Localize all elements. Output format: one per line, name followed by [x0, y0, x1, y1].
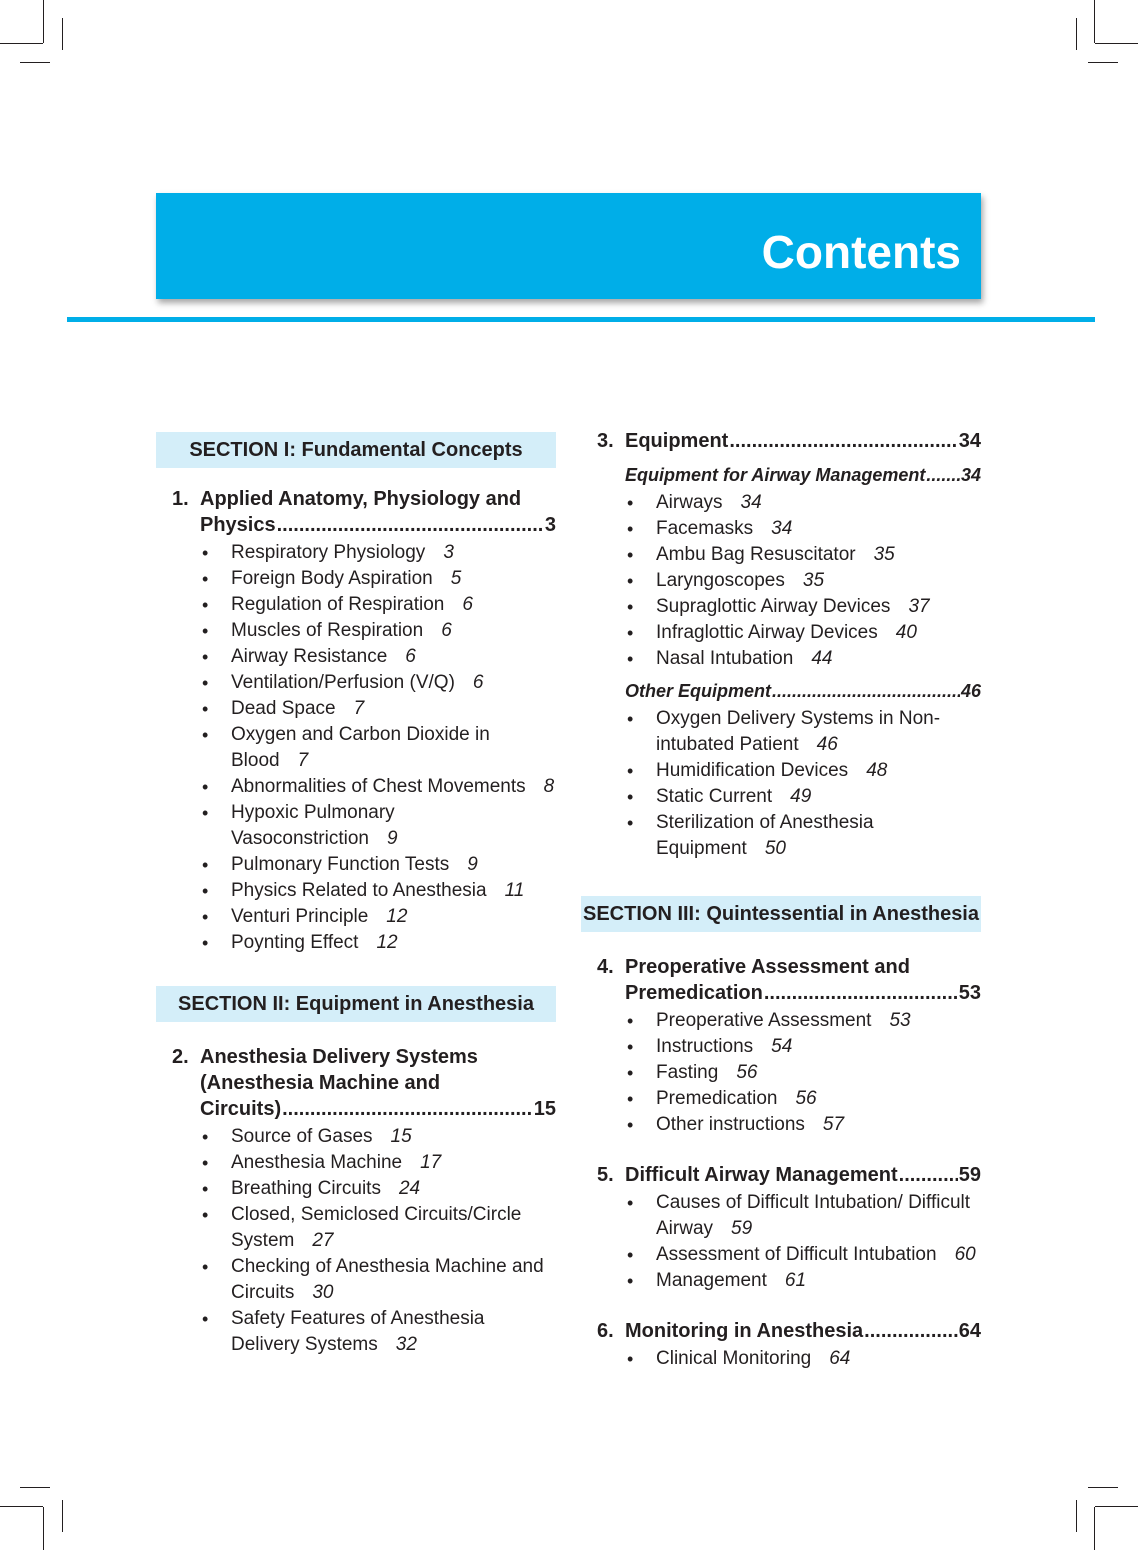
header-rule	[67, 317, 1095, 322]
toc-item[interactable]	[200, 540, 556, 566]
chapter-title-leader[interactable]	[625, 428, 981, 454]
section-heading: SECTION III: Quintessential in Anesthesia	[581, 896, 981, 932]
toc-item[interactable]	[200, 930, 556, 956]
toc-item-page: 7	[297, 750, 309, 771]
toc-item[interactable]	[625, 1086, 981, 1112]
toc-item-page: 48	[866, 760, 888, 781]
toc-item-title: Static Current	[656, 786, 773, 807]
chapter-2	[172, 1044, 556, 1358]
toc-item-title: Source of Gases	[231, 1126, 373, 1147]
toc-item-page: 6	[462, 594, 473, 615]
toc-item-title: Premedication	[656, 1088, 778, 1109]
toc-item-page: 61	[784, 1270, 807, 1291]
toc-item-title: Anesthesia Machine	[231, 1152, 403, 1173]
toc-item-title: Regulation of Respiration	[231, 594, 445, 615]
toc-item-title: Safety Features of Anesthesia Delivery Systems	[231, 1308, 485, 1355]
chapter-title[interactable]: (Anesthesia Machine and	[200, 1072, 441, 1094]
chapter-title: Equipment	[625, 430, 729, 452]
toc-item[interactable]	[625, 1190, 981, 1242]
crop-mark	[1095, 1506, 1138, 1507]
crop-mark	[0, 1506, 43, 1507]
toc-item[interactable]	[625, 1268, 981, 1294]
toc-item[interactable]	[625, 542, 981, 568]
chapter-number: 2.	[172, 1046, 189, 1068]
chapter-number: 4.	[597, 956, 614, 978]
toc-item-title: Foreign Body Aspiration	[231, 568, 433, 589]
topic-list	[625, 1190, 981, 1294]
subsection-title: Equipment for Airway Management	[625, 465, 926, 485]
toc-item[interactable]	[200, 1150, 556, 1176]
toc-item[interactable]	[200, 800, 556, 852]
toc-item-page: 9	[467, 854, 478, 875]
toc-item-title: Infraglottic Airway Devices	[656, 622, 878, 643]
chapter-title-leader[interactable]	[200, 512, 556, 538]
toc-item[interactable]	[625, 784, 981, 810]
crop-mark	[20, 1487, 50, 1488]
toc-item[interactable]	[625, 810, 981, 862]
toc-item-page: 11	[504, 880, 525, 901]
dot-leader	[899, 1162, 958, 1188]
toc-item-title: Physics Related to Anesthesia	[231, 880, 487, 901]
toc-item-page: 57	[822, 1114, 845, 1135]
toc-item-page: 8	[543, 776, 555, 797]
toc-item-title: Fasting	[656, 1062, 719, 1083]
toc-item-title: Venturi Principle	[231, 906, 369, 927]
chapter-number: 5.	[597, 1164, 614, 1186]
crop-mark	[1076, 1500, 1077, 1532]
chapter-page: 34	[958, 430, 981, 452]
toc-item[interactable]	[625, 620, 981, 646]
chapter-title[interactable]: Anesthesia Delivery Systems	[200, 1046, 478, 1068]
toc-item-title: Humidification Devices	[656, 760, 849, 781]
toc-item-page: 35	[802, 570, 825, 591]
dot-leader	[864, 1318, 958, 1344]
chapter-title: Difficult Airway Management	[625, 1164, 898, 1186]
chapter-title: Monitoring in Anesthesia	[625, 1320, 864, 1342]
toc-item[interactable]	[200, 774, 556, 800]
subsection-leader[interactable]	[625, 462, 981, 488]
crop-mark	[1095, 43, 1138, 44]
toc-item-title: Nasal Intubation	[656, 648, 794, 669]
topic-list	[200, 540, 556, 956]
toc-item-page: 12	[376, 932, 398, 953]
crop-mark	[1088, 62, 1118, 63]
toc-item-page: 34	[771, 518, 793, 539]
chapter-page: 64	[958, 1320, 981, 1342]
toc-item-page: 50	[764, 838, 786, 859]
toc-item-title: Assessment of Difficult Intubation	[656, 1244, 937, 1265]
subsection-page: 34	[960, 465, 981, 485]
toc-item[interactable]	[200, 566, 556, 592]
toc-item-page: 6	[441, 620, 452, 641]
toc-item-page: 49	[790, 786, 812, 807]
crop-mark	[1076, 18, 1077, 50]
toc-item-title: Breathing Circuits	[231, 1178, 381, 1199]
chapter-number: 3.	[597, 430, 614, 452]
toc-item-title: Abnormalities of Chest Movements	[231, 776, 526, 797]
toc-item-page: 59	[731, 1218, 753, 1239]
toc-item-title: Closed, Semiclosed Circuits/Circle System	[231, 1204, 522, 1251]
toc-item[interactable]	[200, 878, 556, 904]
toc-item[interactable]	[625, 1034, 981, 1060]
crop-mark	[43, 0, 44, 43]
toc-item-title: Causes of Difficult Intubation/ Difficult Airway	[656, 1192, 971, 1239]
subsection-title: Other Equipment	[625, 681, 772, 701]
dot-leader	[729, 428, 957, 454]
right-column	[581, 420, 981, 1372]
toc-item[interactable]	[625, 490, 981, 516]
chapter-1	[172, 486, 556, 956]
toc-item[interactable]	[625, 1060, 981, 1086]
toc-item[interactable]	[200, 1124, 556, 1150]
chapter-5	[597, 1162, 981, 1294]
toc-item-title: Respiratory Physiology	[231, 542, 426, 563]
toc-item-title: Management	[656, 1270, 767, 1291]
toc-item-title: Hypoxic Pulmonary Vasoconstriction	[231, 802, 395, 849]
toc-item[interactable]	[200, 1254, 556, 1306]
toc-item-page: 24	[398, 1178, 421, 1199]
toc-item-page: 54	[771, 1036, 793, 1057]
chapter-title-leader[interactable]	[625, 1162, 981, 1188]
toc-item[interactable]	[200, 904, 556, 930]
crop-mark	[62, 18, 63, 50]
toc-item-page: 34	[740, 492, 762, 513]
chapter-title: Physics	[200, 514, 276, 536]
crop-mark	[1094, 0, 1095, 43]
toc-item[interactable]	[625, 1112, 981, 1138]
toc-item[interactable]	[200, 1202, 556, 1254]
toc-item-title: Preoperative Assessment	[656, 1010, 872, 1031]
toc-item-page: 53	[889, 1010, 911, 1031]
chapter-6	[597, 1318, 981, 1372]
toc-item-title: Supraglottic Airway Devices	[656, 596, 891, 617]
toc-item[interactable]	[200, 696, 556, 722]
topic-list	[200, 1124, 556, 1358]
topic-list	[625, 1346, 981, 1372]
chapter-page: 53	[958, 982, 981, 1004]
toc-item-page: 32	[395, 1334, 417, 1355]
toc-item-page: 40	[895, 622, 917, 643]
topic-list	[625, 1008, 981, 1138]
toc-item-title: Pulmonary Function Tests	[231, 854, 450, 875]
toc-item[interactable]	[625, 594, 981, 620]
toc-item[interactable]	[200, 722, 556, 774]
chapter-title: Premedication	[625, 982, 763, 1004]
toc-item[interactable]	[625, 646, 981, 672]
crop-mark	[1088, 1487, 1118, 1488]
contents-banner	[156, 193, 981, 299]
chapter-title-leader[interactable]	[625, 980, 981, 1006]
chapter-title[interactable]: Applied Anatomy, Physiology and	[200, 488, 522, 510]
toc-item[interactable]	[200, 852, 556, 878]
toc-item-title: Poynting Effect	[231, 932, 359, 953]
dot-leader	[764, 980, 958, 1006]
crop-mark	[0, 43, 43, 44]
toc-item-title: Muscles of Respiration	[231, 620, 424, 641]
toc-item-title: Airway Resistance	[231, 646, 388, 667]
toc-item-title: Ventilation/Perfusion (V/Q)	[231, 672, 455, 693]
toc-item[interactable]	[625, 516, 981, 542]
dot-leader	[277, 512, 544, 538]
chapter-page: 59	[958, 1164, 981, 1186]
chapter-title: Circuits)	[200, 1098, 282, 1120]
toc-item[interactable]	[200, 670, 556, 696]
dot-leader	[282, 1096, 533, 1122]
crop-mark	[43, 1507, 44, 1550]
toc-item-page: 27	[312, 1230, 334, 1251]
toc-item-page: 12	[386, 906, 408, 927]
toc-item-title: Oxygen and Carbon Dioxide in Blood	[231, 724, 490, 771]
toc-item-page: 15	[390, 1126, 412, 1147]
toc-item-page: 56	[736, 1062, 758, 1083]
toc-item-title: Instructions	[656, 1036, 754, 1057]
toc-item-page: 46	[816, 734, 838, 755]
chapter-4	[597, 954, 981, 1138]
toc-item-page: 17	[420, 1152, 442, 1173]
subsection-page: 46	[960, 681, 981, 701]
chapter-title-leader[interactable]	[200, 1096, 556, 1122]
toc-item-title: Ambu Bag Resuscitator	[656, 544, 856, 565]
chapter-page: 3	[544, 514, 556, 536]
toc-item-page: 6	[405, 646, 416, 667]
toc-item[interactable]	[200, 618, 556, 644]
toc-item-page: 60	[954, 1244, 976, 1265]
chapter-number: 6.	[597, 1320, 614, 1342]
crop-mark	[20, 62, 50, 63]
toc-item-page: 3	[443, 542, 454, 563]
toc-item-title: Dead Space	[231, 698, 336, 719]
toc-item-page: 44	[811, 648, 833, 669]
crop-mark	[1094, 1507, 1095, 1550]
toc-item[interactable]	[200, 592, 556, 618]
toc-item[interactable]	[200, 1306, 556, 1358]
toc-item-page: 6	[472, 672, 484, 693]
topic-list	[625, 706, 981, 862]
toc-item-page: 37	[908, 596, 930, 617]
chapter-page: 15	[533, 1098, 556, 1120]
toc-item[interactable]	[625, 706, 981, 758]
toc-item-page: 56	[795, 1088, 817, 1109]
toc-item-title: Facemasks	[656, 518, 754, 539]
toc-item-title: Airways	[656, 492, 723, 513]
toc-item-page: 9	[387, 828, 398, 849]
dot-leader	[772, 678, 960, 704]
toc-item-title: Clinical Monitoring	[656, 1348, 812, 1369]
toc-item[interactable]	[625, 1346, 981, 1372]
toc-item-page: 35	[873, 544, 895, 565]
toc-item[interactable]	[625, 1242, 981, 1268]
toc-item[interactable]	[200, 1176, 556, 1202]
subsection-leader[interactable]	[625, 678, 981, 704]
toc-item[interactable]	[625, 1008, 981, 1034]
dot-leader	[926, 462, 960, 488]
toc-item[interactable]	[625, 758, 981, 784]
toc-item-title: Other instructions	[656, 1114, 805, 1135]
page-title: Contents	[761, 226, 961, 278]
section-heading: SECTION I: Fundamental Concepts	[156, 432, 556, 468]
toc-item[interactable]	[200, 644, 556, 670]
chapter-title[interactable]: Preoperative Assessment and	[625, 956, 910, 978]
chapter-title-leader[interactable]	[625, 1318, 981, 1344]
toc-item-page: 5	[450, 568, 462, 589]
chapter-number: 1.	[172, 488, 189, 510]
crop-mark	[62, 1500, 63, 1532]
toc-item-page: 64	[829, 1348, 851, 1369]
chapter-3	[597, 428, 981, 862]
toc-item-title: Laryngoscopes	[656, 570, 785, 591]
section-heading: SECTION II: Equipment in Anesthesia	[156, 986, 556, 1022]
toc-item[interactable]	[625, 568, 981, 594]
toc-item-title: Oxygen Delivery Systems in Non-intubated Patient	[656, 708, 941, 755]
toc-item-page: 30	[312, 1282, 334, 1303]
toc-item-title: Checking of Anesthesia Machine and Circuits	[231, 1256, 544, 1303]
toc-item-title: Sterilization of Anesthesia Equipment	[656, 812, 874, 859]
topic-list	[625, 490, 981, 672]
toc-item-page: 7	[353, 698, 365, 719]
left-column	[156, 420, 556, 1358]
